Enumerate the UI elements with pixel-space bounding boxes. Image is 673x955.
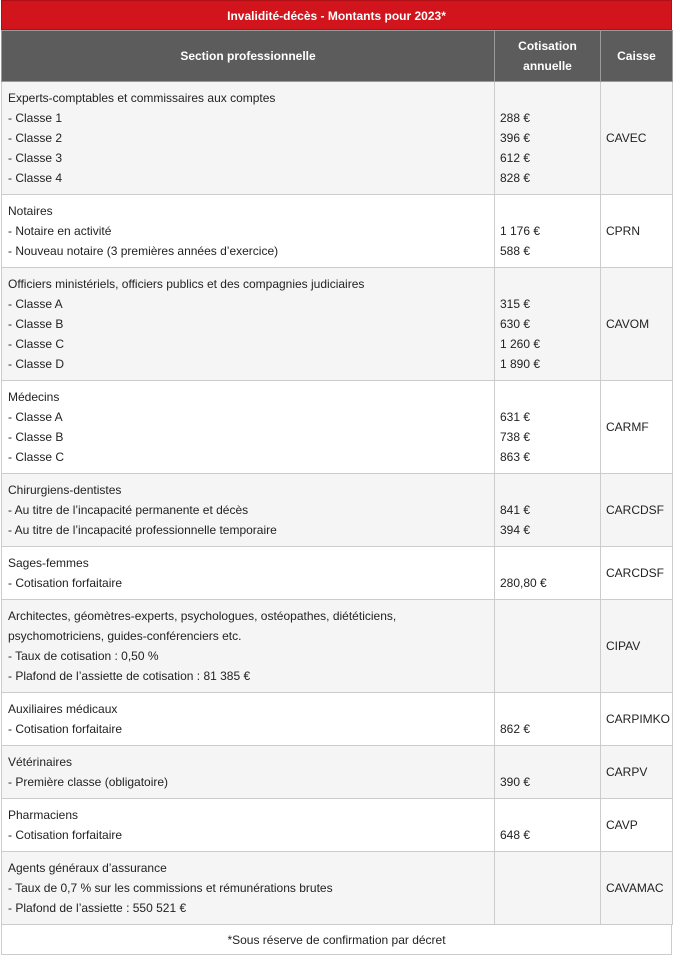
section-line: - Cotisation forfaitaire [8,828,123,842]
section-line: - Classe C [8,337,65,351]
section-line: - Classe C [8,450,65,464]
caisse-cell: CARPV [601,746,673,799]
caisse-cell: CAVAMAC [601,852,673,925]
section-line: - Plafond de l’assiette : 550 521 € [8,901,187,915]
section-line: - Classe 2 [8,131,63,145]
section-line: - Classe 4 [8,171,63,185]
section-line: - Cotisation forfaitaire [8,576,123,590]
table-row [2,693,673,746]
table-row [2,195,673,268]
cotisation-cell [495,82,601,195]
cotisation-cell [495,547,601,600]
caisse-cell: CARCDSF [601,547,673,600]
contribution-table [1,30,673,925]
header-section: Section professionnelle [2,31,495,82]
table-row [2,600,673,693]
header-row [2,31,673,82]
section-line: Chirurgiens-dentistes [8,483,122,497]
header-caisse: Caisse [601,31,673,82]
section-line: - Classe A [8,297,63,311]
section-line: Experts-comptables et commissaires aux comptes [8,91,276,105]
cotisation-value: 396 € [500,131,531,145]
section-line: psychomotriciens, guides-conférenciers etc. [8,629,242,643]
section-line: - Classe 1 [8,111,63,125]
section-line: - Plafond de l’assiette de cotisation : 81 385 € [8,669,251,683]
section-cell [2,474,495,547]
section-line: Agents généraux d’assurance [8,861,167,875]
caisse-cell: CARMF [601,381,673,474]
cotisation-cell [495,195,601,268]
section-line: - Classe A [8,410,63,424]
cotisation-value: 315 € [500,297,531,311]
caisse-cell: CIPAV [601,600,673,693]
cotisation-value: 612 € [500,151,531,165]
table-row [2,547,673,600]
cotisation-cell [495,693,601,746]
cotisation-value: 588 € [500,244,531,258]
section-line: - Taux de 0,7 % sur les commissions et rémunérations brutes [8,881,333,895]
table-row [2,474,673,547]
cotisation-value: 630 € [500,317,531,331]
section-line: Médecins [8,390,60,404]
section-cell [2,547,495,600]
cotisation-cell [495,381,601,474]
cotisation-cell [495,600,601,693]
cotisation-cell [495,852,601,925]
cotisation-value: 288 € [500,111,531,125]
section-line: Officiers ministériels, officiers publics et des compagnies judiciaires [8,277,365,291]
cotisation-value: 862 € [500,722,531,736]
section-line: - Classe B [8,430,64,444]
cotisation-value: 738 € [500,430,531,444]
section-line: Sages-femmes [8,556,89,570]
section-line: - Cotisation forfaitaire [8,722,123,736]
section-line: - Notaire en activité [8,224,112,238]
cotisation-value: 394 € [500,523,531,537]
cotisation-value: 1 176 € [500,224,541,238]
section-cell [2,600,495,693]
contribution-table-container [1,0,672,955]
table-row [2,268,673,381]
section-line: Vétérinaires [8,755,73,769]
caisse-cell: CARPIMKO [601,693,673,746]
section-cell [2,799,495,852]
cotisation-value: 841 € [500,503,531,517]
footnote: *Sous réserve de confirmation par décret [1,925,672,955]
cotisation-cell [495,268,601,381]
section-cell [2,381,495,474]
section-line: - Au titre de l’incapacité permanente et décès [8,503,249,517]
section-cell [2,693,495,746]
table-body [2,82,673,925]
table-row [2,746,673,799]
section-line: - Taux de cotisation : 0,50 % [8,649,159,663]
cotisation-cell [495,746,601,799]
caisse-cell: CARCDSF [601,474,673,547]
header-cotisation-label: Cotisation annuelle [518,39,577,73]
cotisation-cell [495,799,601,852]
section-line: Pharmaciens [8,808,79,822]
cotisation-cell [495,474,601,547]
caisse-cell: CAVEC [601,82,673,195]
section-line: - Classe B [8,317,64,331]
cotisation-value: 631 € [500,410,531,424]
section-line: Notaires [8,204,53,218]
table-row [2,381,673,474]
cotisation-value: 648 € [500,828,531,842]
section-line: - Nouveau notaire (3 premières années d’exercice) [8,244,279,258]
cotisation-value: 1 260 € [500,337,541,351]
section-cell [2,852,495,925]
table-row [2,799,673,852]
section-cell [2,746,495,799]
table-title: Invalidité-décès - Montants pour 2023* [1,0,672,30]
section-line: - Classe D [8,357,65,371]
header-cotisation [495,31,601,82]
cotisation-value: 828 € [500,171,531,185]
section-line: Auxiliaires médicaux [8,702,118,716]
cotisation-value: 863 € [500,450,531,464]
section-line: - Première classe (obligatoire) [8,775,169,789]
caisse-cell: CAVOM [601,268,673,381]
cotisation-value: 1 890 € [500,357,541,371]
cotisation-value: 280,80 € [500,576,547,590]
section-cell [2,195,495,268]
caisse-cell: CPRN [601,195,673,268]
section-cell [2,82,495,195]
cotisation-value: 390 € [500,775,531,789]
section-line: Architectes, géomètres-experts, psychologues, ostéopathes, diététiciens, [8,609,397,623]
table-row [2,82,673,195]
section-line: - Au titre de l’incapacité professionnelle temporaire [8,523,277,537]
section-cell [2,268,495,381]
caisse-cell: CAVP [601,799,673,852]
section-line: - Classe 3 [8,151,63,165]
table-row [2,852,673,925]
